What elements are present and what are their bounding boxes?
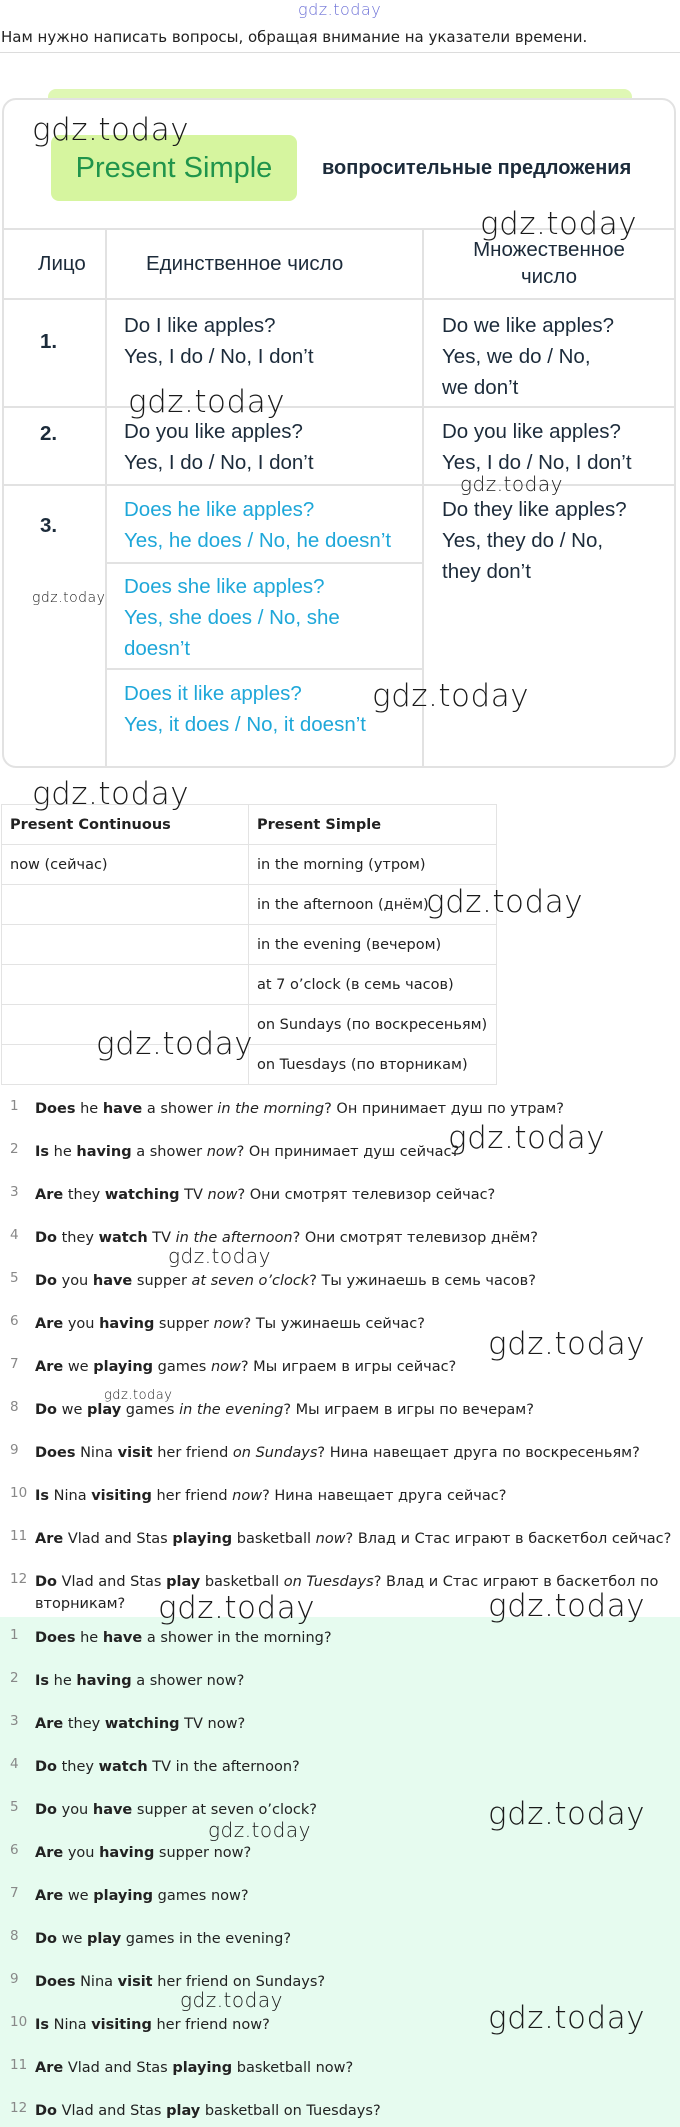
verb-part: have bbox=[102, 1630, 143, 1646]
watermark: gdz.today bbox=[460, 472, 563, 496]
person-3: 3. bbox=[40, 514, 58, 537]
watermark-top: gdz.today bbox=[298, 0, 382, 19]
row1-p-answer-2: we don’t bbox=[442, 376, 519, 399]
text-part: Vlad and Stas bbox=[57, 2103, 167, 2119]
watermark: gdz.today bbox=[128, 384, 286, 420]
cell: on Sundays (по воскресеньям) bbox=[249, 1005, 497, 1045]
text-part: TV bbox=[147, 1230, 176, 1246]
item-number: 3 bbox=[10, 1184, 19, 1200]
text-part: her friend on Sundays? bbox=[152, 1974, 326, 1990]
watermark: gdz.today bbox=[488, 1796, 646, 1832]
verb-part: Do bbox=[35, 1402, 57, 1418]
item-number: 4 bbox=[10, 1227, 19, 1243]
verb-part: Are bbox=[35, 1187, 64, 1203]
header-present-simple: Present Simple bbox=[249, 805, 497, 845]
item-text bbox=[35, 1442, 675, 1464]
text-part: he bbox=[49, 1144, 77, 1160]
item-number: 11 bbox=[10, 2057, 28, 2073]
verb-part: having bbox=[76, 1673, 132, 1689]
verb-part: Is bbox=[35, 1144, 50, 1160]
text-part: Nina bbox=[49, 2017, 92, 2033]
verb-part: Do bbox=[35, 1574, 57, 1590]
verb-part: watch bbox=[98, 1759, 148, 1775]
time-marker: in the afternoon bbox=[175, 1230, 293, 1246]
cell: on Tuesdays (по вторникам) bbox=[249, 1045, 497, 1085]
row3-p-question: Do they like apples? bbox=[442, 498, 627, 521]
text-part: games now? bbox=[153, 1888, 249, 1904]
text-part: basketball bbox=[200, 1574, 284, 1590]
row3-she-question: Does she like apples? bbox=[124, 575, 325, 598]
col-person: Лицо bbox=[38, 252, 86, 275]
text-part: ? Они смотрят телевизор днём? bbox=[292, 1230, 538, 1246]
time-marker: now bbox=[206, 1144, 237, 1160]
item-number: 2 bbox=[10, 1670, 19, 1686]
row1-p-question: Do we like apples? bbox=[442, 314, 615, 337]
watermark: gdz.today bbox=[208, 1818, 311, 1842]
cell bbox=[2, 965, 249, 1005]
grammar-table bbox=[2, 98, 676, 768]
watermark: gdz.today bbox=[180, 1988, 283, 2012]
text-part: TV now? bbox=[179, 1716, 246, 1732]
text-part: basketball bbox=[232, 1531, 316, 1547]
item-number: 4 bbox=[10, 1756, 19, 1772]
text-part: her friend bbox=[152, 1445, 233, 1461]
watermark: gdz.today bbox=[32, 590, 106, 606]
text-part: a shower in the morning? bbox=[142, 1630, 332, 1646]
verb-part: Are bbox=[35, 1845, 64, 1861]
verb-part: visit bbox=[117, 1445, 153, 1461]
text-part: Vlad and Stas bbox=[63, 2060, 173, 2076]
item-number: 12 bbox=[10, 1571, 28, 1587]
watermark: gdz.today bbox=[32, 776, 190, 812]
grid-line bbox=[105, 668, 422, 670]
table-row bbox=[2, 885, 497, 925]
watermark: gdz.today bbox=[158, 1590, 316, 1626]
row2-singular bbox=[124, 416, 314, 478]
text-part: games bbox=[121, 1402, 180, 1418]
watermark: gdz.today bbox=[168, 1244, 271, 1268]
verb-part: Does bbox=[35, 1445, 76, 1461]
verb-part: playing bbox=[172, 2060, 233, 2076]
text-part: ? Нина навещает друга сейчас? bbox=[262, 1488, 507, 1504]
verb-part: having bbox=[99, 1845, 155, 1861]
text-part: he bbox=[49, 1673, 77, 1689]
grid-line bbox=[105, 228, 107, 768]
cell: at 7 o’clock (в семь часов) bbox=[249, 965, 497, 1005]
text-part: a shower bbox=[142, 1101, 218, 1117]
verb-part: play bbox=[87, 1402, 122, 1418]
person-1: 1. bbox=[40, 330, 58, 353]
col-singular: Единственное число bbox=[146, 252, 344, 275]
text-part: a shower bbox=[131, 1144, 207, 1160]
verb-part: playing bbox=[93, 1888, 154, 1904]
table-row bbox=[2, 965, 497, 1005]
watermark: gdz.today bbox=[96, 1026, 254, 1062]
item-number: 10 bbox=[10, 2014, 28, 2030]
verb-part: Do bbox=[35, 1931, 57, 1947]
text-part: they bbox=[63, 1716, 105, 1732]
header-present-continuous: Present Continuous bbox=[2, 805, 249, 845]
text-part: ? Мы играем в игры по вечерам? bbox=[283, 1402, 534, 1418]
verb-part: watch bbox=[98, 1230, 148, 1246]
text-part: Nina bbox=[75, 1445, 118, 1461]
intro-text: Нам нужно написать вопросы, обращая внимание на указатели времени. bbox=[1, 28, 588, 46]
answer-panel bbox=[0, 1617, 680, 2127]
item-number: 6 bbox=[10, 1313, 19, 1329]
item-number: 1 bbox=[10, 1627, 19, 1643]
text-part: we bbox=[63, 1359, 94, 1375]
row2-s-question: Do you like apples? bbox=[124, 420, 303, 443]
watermark: gdz.today bbox=[488, 1326, 646, 1362]
text-part: ? Они смотрят телевизор сейчас? bbox=[237, 1187, 496, 1203]
cell bbox=[2, 925, 249, 965]
verb-part: watching bbox=[104, 1187, 180, 1203]
watermark: gdz.today bbox=[488, 2000, 646, 2036]
watermark: gdz.today bbox=[448, 1120, 606, 1156]
item-text bbox=[35, 1270, 675, 1292]
row3-it-answer: Yes, it does / No, it doesn’t bbox=[124, 713, 366, 736]
item-text bbox=[35, 1971, 675, 1993]
col-plural-line2: число bbox=[521, 265, 577, 288]
time-marker: now bbox=[315, 1531, 346, 1547]
verb-part: Do bbox=[35, 1802, 57, 1818]
row2-p-answer: Yes, I do / No, I don’t bbox=[442, 451, 632, 474]
verb-part: play bbox=[87, 1931, 122, 1947]
text-part: ? Влад и Стас играют в баскетбол по вторникам? bbox=[35, 1574, 659, 1612]
item-text bbox=[35, 1227, 675, 1249]
time-marker: now bbox=[213, 1316, 244, 1332]
verb-part: have bbox=[102, 1101, 143, 1117]
text-part: her friend now? bbox=[151, 2017, 270, 2033]
item-text bbox=[35, 1528, 675, 1550]
verb-part: play bbox=[166, 1574, 201, 1590]
row1-plural bbox=[442, 310, 614, 403]
grid-line bbox=[105, 562, 422, 564]
row3-p-answer-2: they don’t bbox=[442, 560, 531, 583]
text-part: a shower now? bbox=[131, 1673, 245, 1689]
row3-he-answer: Yes, he does / No, he doesn’t bbox=[124, 529, 392, 552]
verb-part: playing bbox=[93, 1359, 154, 1375]
cell: in the afternoon (днём) bbox=[249, 885, 497, 925]
row2-p-question: Do you like apples? bbox=[442, 420, 621, 443]
tense-subtitle: вопросительные предложения bbox=[322, 157, 632, 179]
text-part: her friend bbox=[151, 1488, 233, 1504]
row1-s-answer: Yes, I do / No, I don’t bbox=[124, 345, 314, 368]
text-part: supper now? bbox=[154, 1845, 252, 1861]
item-text bbox=[35, 1713, 675, 1735]
cell: now (сейчас) bbox=[2, 845, 249, 885]
verb-part: visiting bbox=[91, 2017, 152, 2033]
verb-part: play bbox=[166, 2103, 201, 2119]
text-part: ? Влад и Стас играют в баскетбол сейчас? bbox=[345, 1531, 672, 1547]
text-part: you bbox=[57, 1273, 93, 1289]
row3-she-answer: Yes, she does / No, she bbox=[124, 606, 340, 629]
time-marker: in the morning bbox=[217, 1101, 325, 1117]
verb-part: watching bbox=[104, 1716, 180, 1732]
verb-part: having bbox=[99, 1316, 155, 1332]
watermark: gdz.today bbox=[480, 206, 638, 242]
tense-badge: Present Simple bbox=[51, 135, 297, 201]
col-plural-line1: Множественное bbox=[473, 238, 625, 261]
item-number: 1 bbox=[10, 1098, 19, 1114]
item-number: 5 bbox=[10, 1799, 19, 1815]
text-part: ? Мы играем в игры сейчас? bbox=[240, 1359, 457, 1375]
item-number: 7 bbox=[10, 1885, 19, 1901]
text-part: TV in the afternoon? bbox=[147, 1759, 300, 1775]
cell: in the evening (вечером) bbox=[249, 925, 497, 965]
text-part: they bbox=[57, 1230, 99, 1246]
text-part: ? Он принимает душ по утрам? bbox=[324, 1101, 564, 1117]
verb-part: Are bbox=[35, 1359, 64, 1375]
item-number: 9 bbox=[10, 1971, 19, 1987]
time-marker: in the evening bbox=[179, 1402, 284, 1418]
text-part: you bbox=[63, 1845, 100, 1861]
text-part: Nina bbox=[49, 1488, 92, 1504]
text-part: he bbox=[75, 1630, 103, 1646]
verb-part: Does bbox=[35, 1974, 76, 1990]
row3-it-question: Does it like apples? bbox=[124, 682, 302, 705]
text-part: ? Ты ужинаешь сейчас? bbox=[243, 1316, 425, 1332]
time-marker: on Sundays bbox=[232, 1445, 318, 1461]
text-part: basketball on Tuesdays? bbox=[200, 2103, 381, 2119]
time-marker: at seven o’clock bbox=[191, 1273, 310, 1289]
item-text bbox=[35, 1184, 675, 1206]
cell: in the morning (утром) bbox=[249, 845, 497, 885]
text-part: you bbox=[57, 1802, 93, 1818]
verb-part: Is bbox=[35, 1488, 50, 1504]
verb-part: Are bbox=[35, 1888, 64, 1904]
table-row bbox=[2, 845, 497, 885]
text-part: Vlad and Stas bbox=[57, 1574, 167, 1590]
text-part: Nina bbox=[75, 1974, 118, 1990]
row3-she bbox=[124, 571, 340, 664]
verb-part: Is bbox=[35, 1673, 50, 1689]
text-part: we bbox=[57, 1931, 87, 1947]
item-text bbox=[35, 1928, 675, 1950]
watermark: gdz.today bbox=[104, 1388, 173, 1403]
text-part: he bbox=[75, 1101, 103, 1117]
verb-part: Are bbox=[35, 2060, 64, 2076]
item-text bbox=[35, 1842, 675, 1864]
item-text bbox=[35, 2057, 675, 2079]
item-number: 7 bbox=[10, 1356, 19, 1372]
verb-part: Do bbox=[35, 1759, 57, 1775]
verb-part: having bbox=[76, 1144, 132, 1160]
item-text bbox=[35, 1485, 675, 1507]
verb-part: Do bbox=[35, 1273, 57, 1289]
row2-s-answer: Yes, I do / No, I don’t bbox=[124, 451, 314, 474]
text-part: ? Нина навещает друга по воскресеньям? bbox=[317, 1445, 640, 1461]
row3-he-question: Does he like apples? bbox=[124, 498, 315, 521]
item-number: 9 bbox=[10, 1442, 19, 1458]
verb-part: have bbox=[92, 1802, 133, 1818]
watermark: gdz.today bbox=[32, 112, 190, 148]
item-text bbox=[35, 2100, 675, 2122]
row3-it bbox=[124, 678, 366, 740]
text-part: TV bbox=[179, 1187, 208, 1203]
item-text bbox=[35, 1756, 675, 1778]
time-marker: on Tuesdays bbox=[283, 1574, 374, 1590]
text-part: basketball now? bbox=[232, 2060, 354, 2076]
time-marker: now bbox=[210, 1359, 241, 1375]
time-marker: now bbox=[232, 1488, 263, 1504]
row1-p-answer: Yes, we do / No, bbox=[442, 345, 591, 368]
verb-part: Do bbox=[35, 2103, 57, 2119]
text-part: supper at seven o’clock? bbox=[132, 1802, 317, 1818]
row3-plural bbox=[442, 494, 627, 587]
watermark: gdz.today bbox=[488, 1588, 646, 1624]
verb-part: Are bbox=[35, 1531, 64, 1547]
verb-part: visiting bbox=[91, 1488, 152, 1504]
verb-part: Are bbox=[35, 1316, 64, 1332]
verb-part: Does bbox=[35, 1630, 76, 1646]
item-number: 11 bbox=[10, 1528, 28, 1544]
text-part: supper bbox=[132, 1273, 192, 1289]
watermark: gdz.today bbox=[372, 678, 530, 714]
verb-part: have bbox=[92, 1273, 133, 1289]
divider bbox=[0, 52, 680, 53]
item-number: 5 bbox=[10, 1270, 19, 1286]
row2-plural bbox=[442, 416, 632, 478]
text-part: they bbox=[57, 1759, 99, 1775]
person-2: 2. bbox=[40, 422, 58, 445]
verb-part: visit bbox=[117, 1974, 153, 1990]
row3-she-answer-2: doesn’t bbox=[124, 637, 191, 660]
text-part: ? Он принимает душ сейчас? bbox=[236, 1144, 460, 1160]
item-number: 2 bbox=[10, 1141, 19, 1157]
text-part: ? Ты ужинаешь в семь часов? bbox=[309, 1273, 536, 1289]
item-text bbox=[35, 1670, 675, 1692]
item-number: 12 bbox=[10, 2100, 28, 2116]
item-number: 8 bbox=[10, 1399, 19, 1415]
row1-s-question: Do I like apples? bbox=[124, 314, 276, 337]
text-part: Vlad and Stas bbox=[63, 1531, 173, 1547]
verb-part: Does bbox=[35, 1101, 76, 1117]
cell bbox=[2, 885, 249, 925]
item-text bbox=[35, 1885, 675, 1907]
row1-singular bbox=[124, 310, 314, 372]
table-row bbox=[2, 925, 497, 965]
col-plural bbox=[424, 236, 674, 290]
item-number: 10 bbox=[10, 1485, 28, 1501]
verb-part: Is bbox=[35, 2017, 50, 2033]
verb-part: Do bbox=[35, 1230, 57, 1246]
verb-part: Are bbox=[35, 1716, 64, 1732]
row3-he bbox=[124, 494, 391, 556]
time-marker: now bbox=[207, 1187, 238, 1203]
item-number: 6 bbox=[10, 1842, 19, 1858]
watermark: gdz.today bbox=[426, 884, 584, 920]
item-text bbox=[35, 1627, 675, 1649]
verb-part: playing bbox=[172, 1531, 233, 1547]
text-part: you bbox=[63, 1316, 100, 1332]
text-part: supper bbox=[154, 1316, 214, 1332]
text-part: games bbox=[153, 1359, 211, 1375]
item-number: 3 bbox=[10, 1713, 19, 1729]
text-part: we bbox=[57, 1402, 87, 1418]
text-part: we bbox=[63, 1888, 94, 1904]
item-number: 8 bbox=[10, 1928, 19, 1944]
text-part: games in the evening? bbox=[121, 1931, 292, 1947]
item-text bbox=[35, 1098, 675, 1120]
row3-p-answer: Yes, they do / No, bbox=[442, 529, 604, 552]
text-part: they bbox=[63, 1187, 105, 1203]
